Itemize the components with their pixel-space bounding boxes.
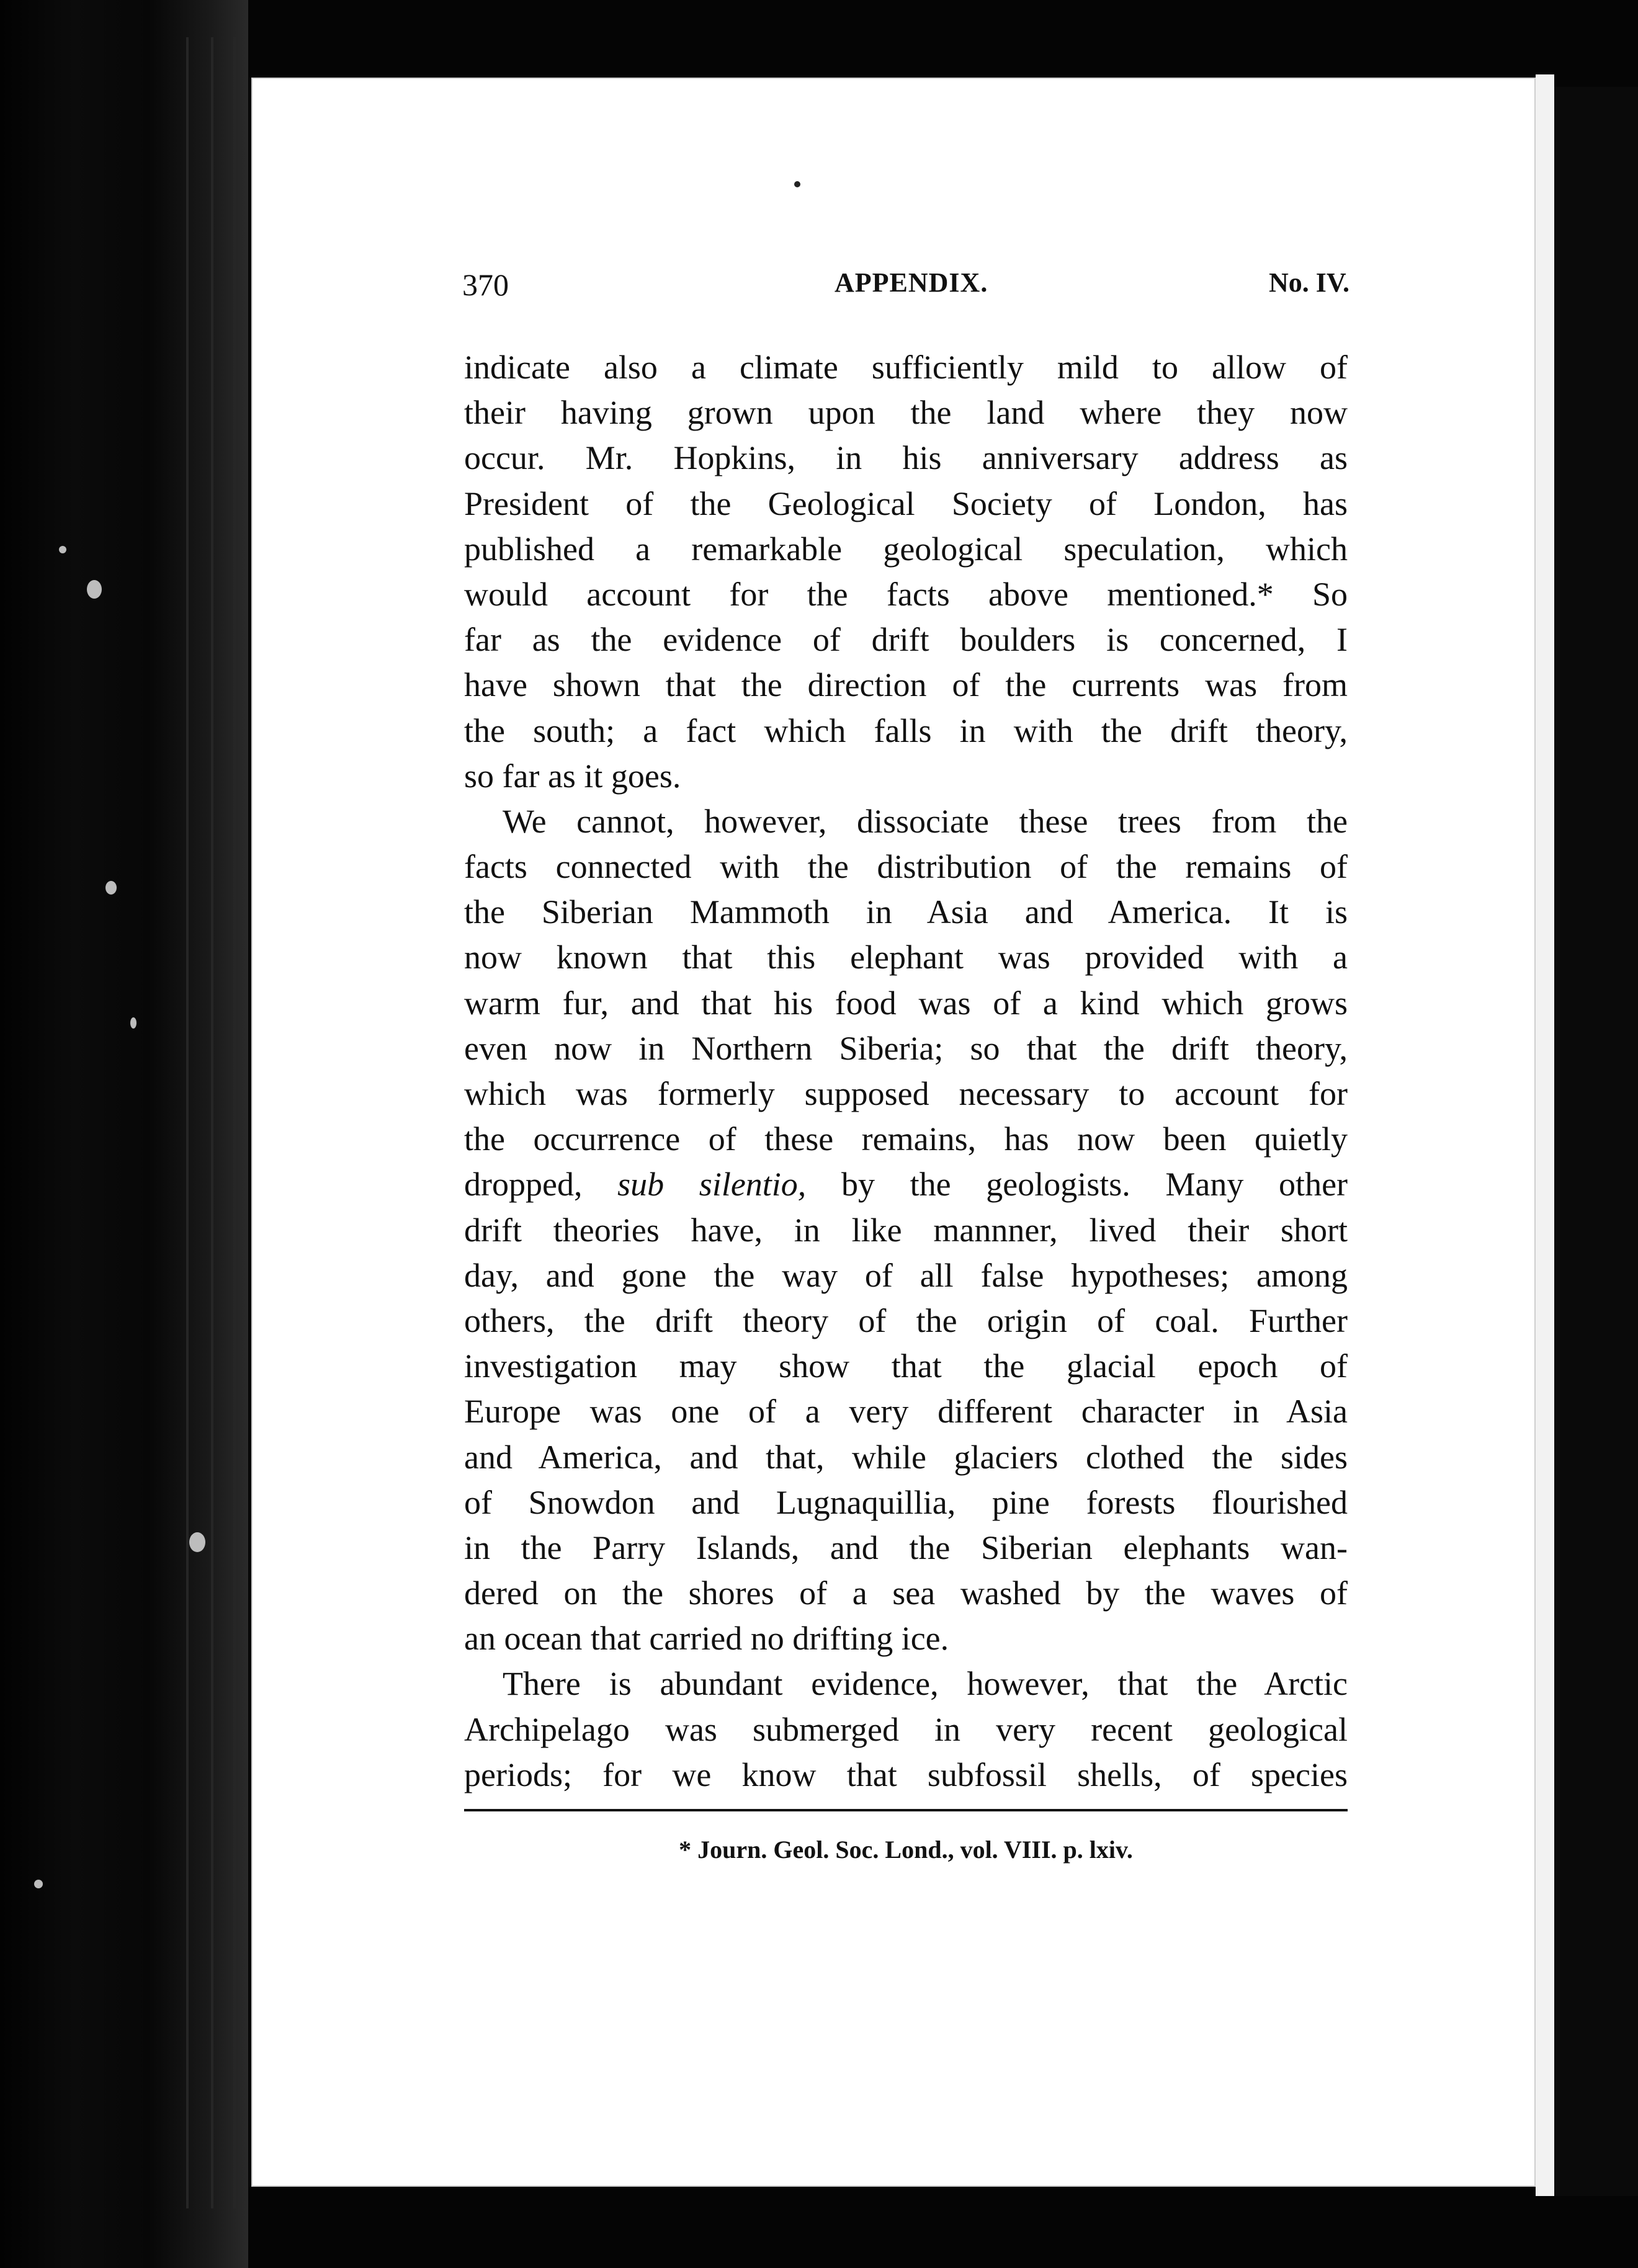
gutter-line: [233, 37, 236, 2208]
text-line: Europe was one of a very different character in Asia: [464, 1393, 1348, 1431]
page-edge: [1536, 74, 1554, 2196]
text-line: would account for the facts above mentioned.* So: [464, 575, 1348, 613]
text-line: occur. Mr. Hopkins, in his anniversary address as: [464, 439, 1348, 477]
text-line: facts connected with the distribution of the remains of: [464, 848, 1348, 886]
text-line: indicate also a climate sufficiently mild to allow of: [464, 349, 1348, 386]
print-mark: [794, 181, 800, 187]
text-line-with-italic: [464, 1162, 1348, 1207]
text-line: of Snowdon and Lugnaquillia, pine forests flourished: [464, 1483, 1348, 1521]
text-line: an ocean that carried no drifting ice.: [464, 1620, 949, 1658]
text-line: periods; for we know that subfossil shells, of species: [464, 1756, 1348, 1793]
running-head: [462, 267, 1349, 316]
scan-speck: [189, 1532, 205, 1552]
text-line: President of the Geological Society of London, has: [464, 484, 1348, 522]
text-line: and America, and that, while glaciers clothed the sides: [464, 1438, 1348, 1476]
section-number: No. IV.: [1268, 267, 1349, 298]
gutter-line: [186, 37, 189, 2208]
text-line: their having grown upon the land where they now: [464, 394, 1348, 432]
gutter-line: [211, 37, 213, 2208]
text-line: investigation may show that the glacial epoch of: [464, 1347, 1348, 1385]
footnote: * Journ. Geol. Soc. Lond., vol. VIII. p. lxiv.: [679, 1836, 1133, 1864]
text-line: which was formerly supposed necessary to account for: [464, 1075, 1348, 1112]
text-line: others, the drift theory of the origin of coal. Further: [464, 1301, 1348, 1339]
text-line: the Siberian Mammoth in Asia and America. It is: [464, 893, 1348, 931]
text-line: so far as it goes.: [464, 757, 681, 795]
text-line: the occurrence of these remains, has now been quietly: [464, 1120, 1348, 1158]
page-number: 370: [462, 267, 509, 302]
text-line: published a remarkable geological speculation, which: [464, 530, 1348, 568]
text-line: now known that this elephant was provided with a: [464, 939, 1348, 976]
scan-speck: [105, 881, 117, 895]
text-line: warm fur, and that his food was of a kind which grows: [464, 984, 1348, 1022]
body-text: [464, 345, 1348, 1798]
book-gutter: [0, 0, 248, 2268]
scan-speck: [87, 580, 102, 599]
italic-phrase: sub silentio,: [617, 1166, 807, 1203]
page-heading: APPENDIX.: [835, 267, 988, 298]
text-line: There is abundant evidence, however, that the Arctic: [503, 1665, 1348, 1703]
scan-speck: [59, 546, 66, 553]
text-segment: dropped,: [464, 1166, 583, 1203]
text-line: the south; a fact which falls in with the drift theory,: [464, 712, 1348, 749]
text-line: in the Parry Islands, and the Siberian elephants wan-: [464, 1529, 1348, 1566]
text-line: Archipelago was submerged in very recent geological: [464, 1710, 1348, 1748]
text-line: even now in Northern Siberia; so that the drift theory,: [464, 1029, 1348, 1067]
text-line: far as the evidence of drift boulders is concerned, I: [464, 621, 1348, 659]
text-line: day, and gone the way of all false hypotheses; among: [464, 1256, 1348, 1294]
footnote-rule: [464, 1809, 1348, 1811]
text-line: dered on the shores of a sea washed by the waves of: [464, 1574, 1348, 1612]
text-line: We cannot, however, dissociate these trees from the: [503, 802, 1348, 840]
scan-speck: [130, 1017, 136, 1029]
scan-border: [1554, 87, 1638, 2196]
text-line: drift theories have, in like mannner, lived their short: [464, 1211, 1348, 1249]
scan-speck: [34, 1880, 43, 1888]
text-segment: by the geologists. Many other: [841, 1166, 1348, 1203]
text-line: have shown that the direction of the currents was from: [464, 666, 1348, 704]
